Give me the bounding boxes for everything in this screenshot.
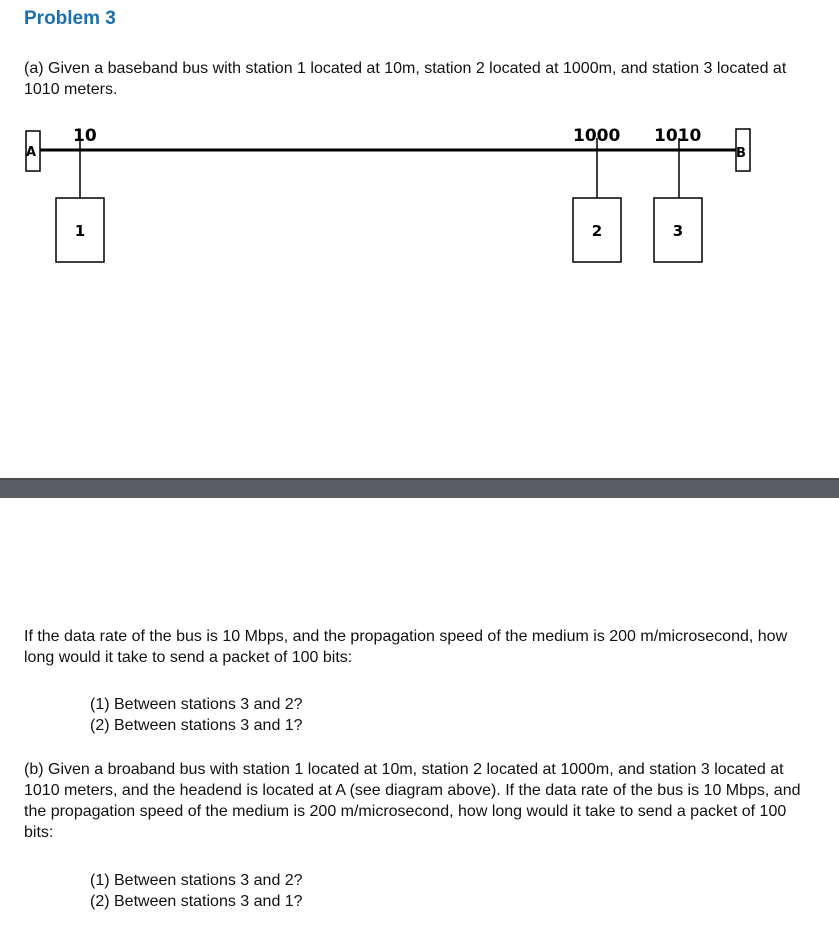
list-item: (1) Between stations 3 and 2?	[90, 696, 303, 713]
list-item: (2) Between stations 3 and 1?	[90, 893, 303, 910]
terminator-a-label: A	[26, 145, 37, 160]
bus-diagram	[0, 118, 839, 278]
station-label-2: 2	[591, 222, 603, 240]
part-b-text: (b) Given a broaband bus with station 1 located at 10m, station 2 located at 1000m, and station 3 located at 1010 meters, and the headend is located at A (see diagram above). If the data rate of the bus is 10 Mbps, and the propagation speed of the medium is 200 m/microsecond, how long would it take to send a packet of 100 bits:	[24, 761, 801, 841]
part-a-text: (a) Given a baseband bus with station 1 located at 10m, station 2 located at 1000m, and station 3 located at 1010 meters.	[24, 60, 787, 98]
station-label-3: 3	[672, 222, 684, 240]
list-item: (2) Between stations 3 and 1?	[90, 717, 303, 734]
question-list	[90, 694, 303, 736]
terminator-b-label: B	[736, 146, 746, 161]
section-divider	[0, 478, 839, 498]
problem-title: Problem 3	[24, 8, 116, 29]
position-label-1: 10	[73, 126, 97, 146]
position-label-3: 1010	[654, 126, 702, 146]
station-label-1: 1	[74, 222, 86, 240]
question-text: If the data rate of the bus is 10 Mbps, and the propagation speed of the medium is 200 m/microsecond, how long would it take to send a packet of 100 bits:	[24, 628, 788, 666]
position-label-2: 1000	[573, 126, 621, 146]
list-item: (1) Between stations 3 and 2?	[90, 872, 303, 889]
part-b-list	[90, 870, 303, 912]
